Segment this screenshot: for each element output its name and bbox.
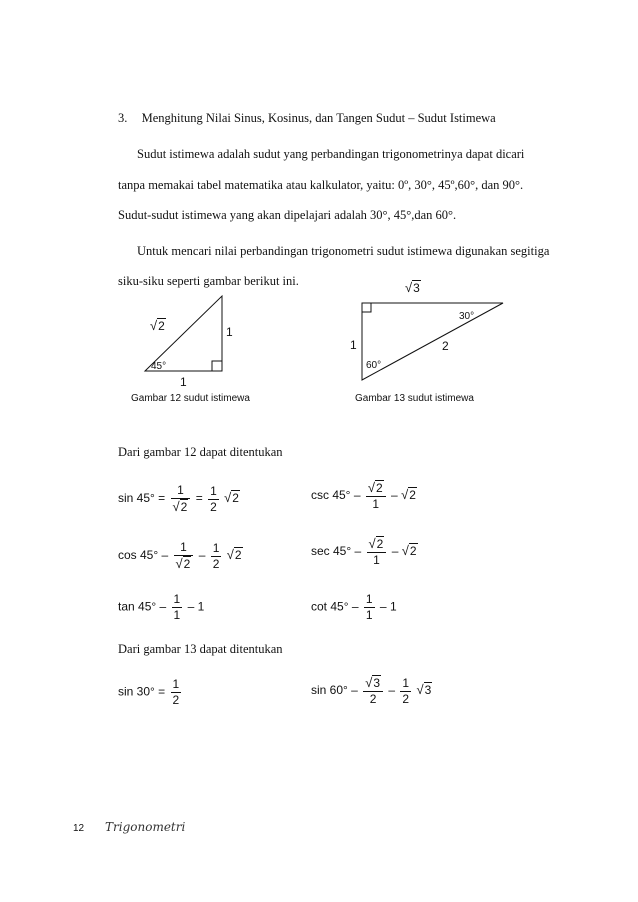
formula-csc45: csc 45° – $\frac{√2}{1}$ – √2 bbox=[311, 480, 416, 511]
formula-sin60: sin 60° – $\frac{√3}{2}$ – $\frac{1}{2}$ √3 bbox=[311, 675, 432, 706]
figure-12-bottom-side: 1 bbox=[180, 375, 187, 389]
figure-12-right-side: 1 bbox=[226, 325, 233, 339]
formula-cos45: cos 45° – $\frac{1}{√2}$ – $\frac{1}{2}$ √2 bbox=[118, 540, 242, 571]
intro-figure-12: Dari gambar 12 dapat ditentukan bbox=[118, 445, 283, 459]
paragraph-line-4: Untuk mencari nilai perbandingan trigonometri sudut istimewa digunakan segitiga bbox=[137, 244, 550, 258]
paragraph-line-5: siku-siku seperti gambar berikut ini. bbox=[118, 274, 299, 288]
figure-13-angle-left: 60° bbox=[366, 360, 382, 371]
section-number: 3. bbox=[118, 111, 128, 125]
paragraph-line-1: Sudut istimewa adalah sudut yang perbandingan trigonometrinya dapat dicari bbox=[137, 147, 525, 161]
formula-sec45: sec 45° – $\frac{√2}{1}$ – √2 bbox=[311, 536, 417, 567]
formula-tan45: tan 45° – $\frac{1}{1}$ – 1 bbox=[118, 592, 205, 622]
figure-13-top-side: √3 bbox=[405, 280, 420, 295]
section-title: Menghitung Nilai Sinus, Kosinus, dan Tangen Sudut – Sudut Istimewa bbox=[141, 111, 496, 125]
figure-13-angle-right: 30° bbox=[459, 311, 475, 322]
figure-12-caption: Gambar 12 sudut istimewa bbox=[131, 393, 250, 404]
paragraph-line-2: tanpa memakai tabel matematika atau kalkulator, yaitu: 0º, 30°, 45º,60°, dan 90°. bbox=[118, 178, 524, 192]
figure-12-hypotenuse: √2 bbox=[150, 318, 165, 333]
formula-sin30: sin 30° = $\frac{1}{2}$ bbox=[118, 677, 180, 707]
paragraph-line-3: Sudut-sudut istimewa yang akan dipelajari adalah 30°, 45°,dan 60°. bbox=[118, 208, 457, 222]
footer-title: Trigonometri bbox=[105, 820, 186, 834]
section-heading bbox=[118, 111, 496, 126]
figure-13-left-side: 1 bbox=[350, 338, 357, 352]
figure-13-caption: Gambar 13 sudut istimewa bbox=[355, 393, 474, 404]
figure-13-hypotenuse: 2 bbox=[442, 339, 449, 353]
formula-cot45: cot 45° – $\frac{1}{1}$ – 1 bbox=[311, 592, 397, 622]
figure-13-triangle bbox=[358, 300, 508, 385]
formula-sin45: sin 45° = $\frac{1}{√2}$ = $\frac{1}{2}$ √2 bbox=[118, 483, 239, 514]
figure-12-angle: 45° bbox=[151, 361, 167, 372]
page-number: 12 bbox=[73, 823, 85, 834]
intro-figure-13: Dari gambar 13 dapat ditentukan bbox=[118, 642, 283, 656]
